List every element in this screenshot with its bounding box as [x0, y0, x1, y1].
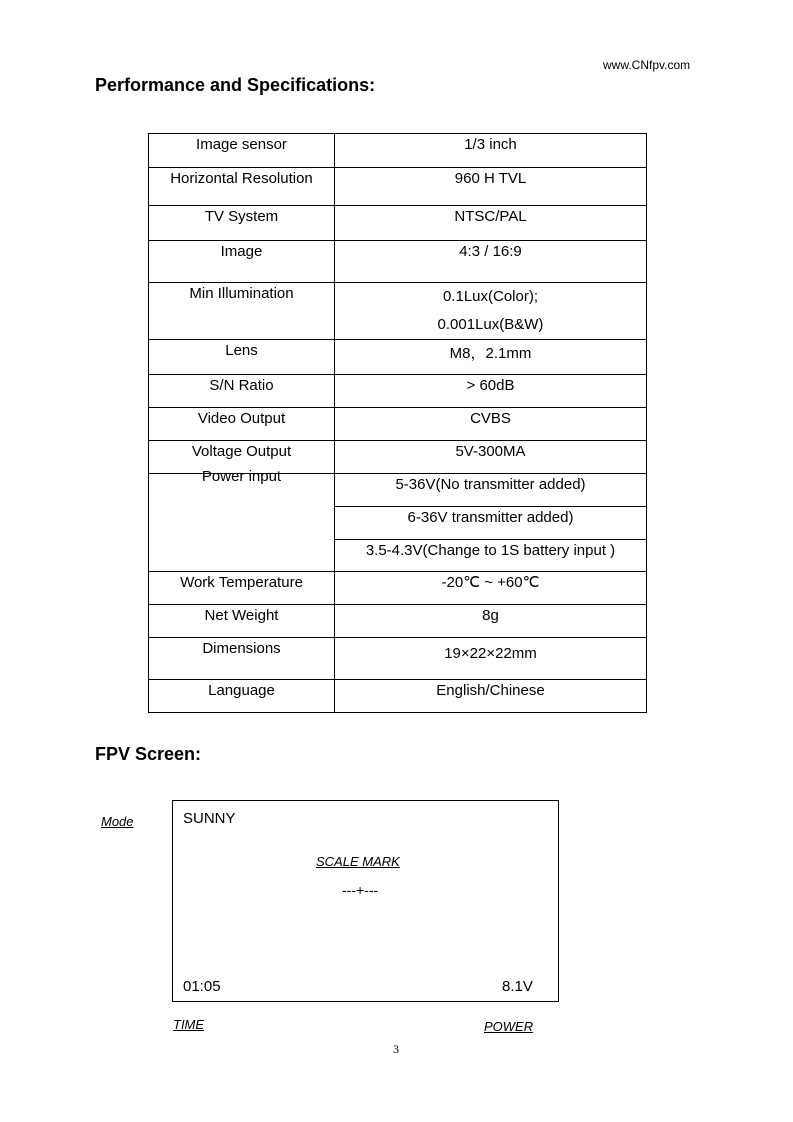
power-input-label: Power input [201, 468, 282, 485]
page-number: 3 [393, 1042, 399, 1056]
spec-label: Image sensor [149, 134, 335, 168]
table-row [149, 408, 647, 441]
spec-value: CVBS [335, 408, 647, 441]
table-row [149, 680, 647, 713]
spec-label: Min Illumination [149, 283, 335, 340]
mode-label: Mode [101, 814, 134, 829]
table-row [149, 605, 647, 638]
spec-label: Net Weight [149, 605, 335, 638]
spec-value: English/Chinese [335, 680, 647, 713]
table-row [149, 283, 647, 340]
scale-mark: ---+--- [342, 882, 379, 898]
spec-label: Image [149, 241, 335, 283]
illumination-color: 0.1Lux(Color); [442, 288, 539, 305]
table-row [149, 375, 647, 408]
spec-value: 19×22×22mm [335, 638, 647, 680]
spec-label: S/N Ratio [149, 375, 335, 408]
spec-value: 3.5-4.3V(Change to 1S battery input ) [335, 540, 647, 572]
table-row [149, 241, 647, 283]
table-row [149, 206, 647, 241]
spec-value: -20℃ ~ +60℃ [335, 572, 647, 605]
spec-label: Work Temperature [149, 572, 335, 605]
spec-value: 1/3 inch [335, 134, 647, 168]
time-value: 01:05 [183, 978, 221, 995]
mode-value: SUNNY [183, 810, 236, 827]
spec-value: 6-36V transmitter added) [335, 507, 647, 540]
spec-label: Language [149, 680, 335, 713]
spec-value [335, 283, 647, 340]
spec-value: 4:3 / 16:9 [335, 241, 647, 283]
spec-label: Lens [149, 340, 335, 375]
table-row [149, 340, 647, 375]
section-title-specs: Performance and Specifications: [95, 75, 376, 95]
time-label: TIME [173, 1017, 205, 1032]
spec-label: Horizontal Resolution [149, 168, 335, 206]
spec-value: 5V-300MA [335, 441, 647, 474]
spec-value: 960 H TVL [335, 168, 647, 206]
header-url: www.CNfpv.com [603, 58, 691, 72]
spec-value: > 60dB [335, 375, 647, 408]
spec-label: Dimensions [149, 638, 335, 680]
fpv-screen [172, 800, 559, 1002]
section-title-fpv: FPV Screen: [95, 744, 202, 764]
table-row [149, 474, 647, 507]
spec-value: M8，2.1mm [335, 340, 647, 375]
table-row [149, 638, 647, 680]
power-value: 8.1V [502, 978, 533, 995]
spec-label: TV System [149, 206, 335, 241]
spec-label [149, 468, 335, 572]
scale-mark-label: SCALE MARK [316, 854, 400, 869]
spec-label: Video Output [149, 408, 335, 441]
spec-value: 8g [335, 605, 647, 638]
spec-value: 5-36V(No transmitter added) [335, 474, 647, 507]
specs-table [148, 133, 647, 713]
table-row [149, 134, 647, 168]
illumination-bw: 0.001Lux(B&W) [437, 316, 544, 333]
table-row [149, 572, 647, 605]
spec-label: Voltage Output [149, 441, 335, 474]
table-row [149, 168, 647, 206]
power-label: POWER [484, 1019, 534, 1034]
spec-value: NTSC/PAL [335, 206, 647, 241]
